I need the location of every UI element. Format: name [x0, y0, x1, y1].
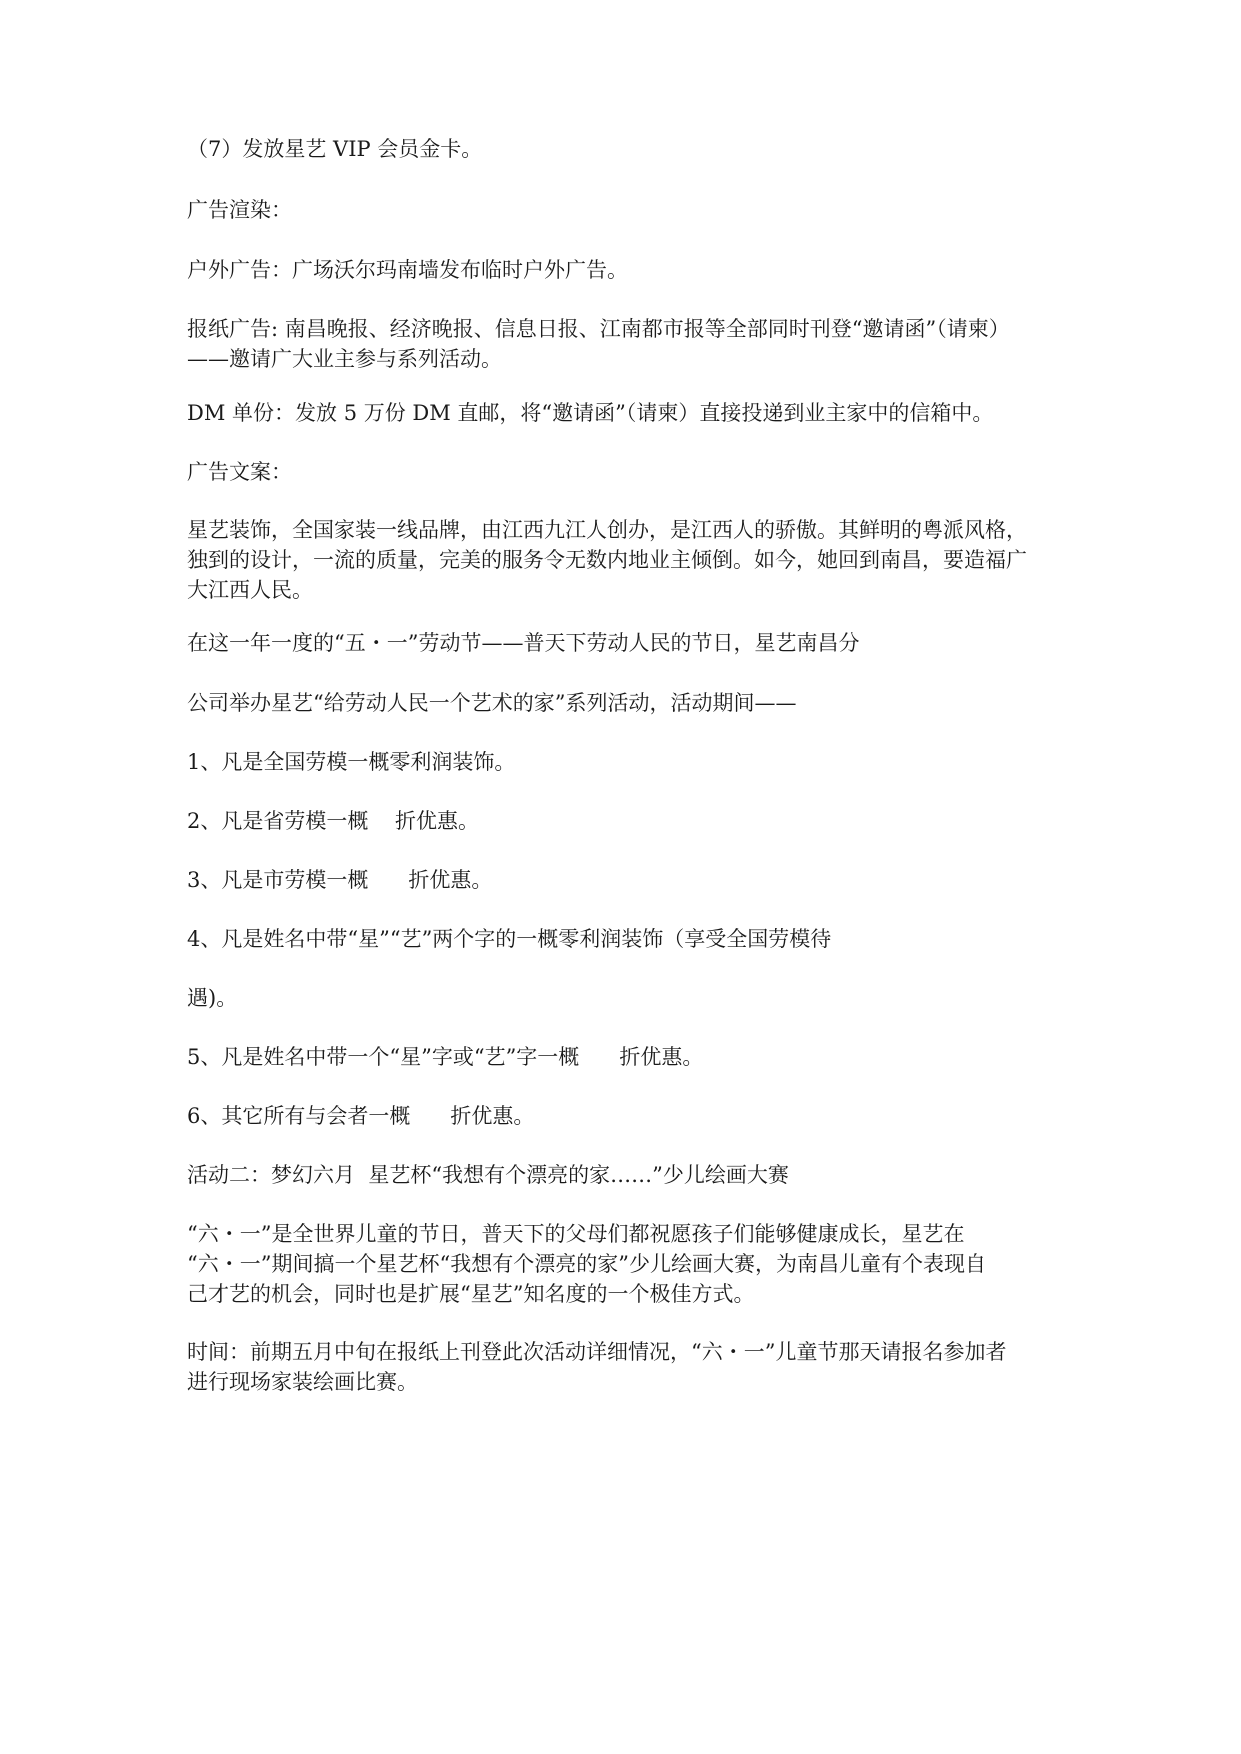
- paragraph: [187, 515, 1067, 605]
- paragraph: [187, 1101, 1067, 1131]
- paragraph-line: 星艺装饰，全国家装一线品牌，由江西九江人创办，是江西人的骄傲。其鲜明的粤派风格，: [187, 518, 1027, 542]
- paragraph-line: 3、凡是市劳模一概 折优惠。: [187, 868, 493, 892]
- paragraph-line: 在这一年一度的“五・一”劳动节——普天下劳动人民的节日，星艺南昌分: [187, 631, 860, 655]
- paragraph: [187, 628, 1067, 658]
- paragraph-line: 公司举办星艺“给劳动人民一个艺术的家”系列活动，活动期间——: [187, 691, 797, 715]
- paragraph-line: 进行现场家装绘画比赛。: [187, 1370, 418, 1394]
- paragraph: [187, 983, 1067, 1013]
- paragraph-line: 户外广告：广场沃尔玛南墙发布临时户外广告。: [187, 258, 628, 282]
- paragraph: [187, 398, 1067, 428]
- paragraph-line: 4、凡是姓名中带“星”“艺”两个字的一概零利润装饰（享受全国劳模待: [187, 927, 832, 951]
- paragraph-line: 独到的设计，一流的质量，完美的服务令无数内地业主倾倒。如今，她回到南昌，要造福广: [187, 548, 1027, 572]
- paragraph: [187, 134, 1067, 164]
- paragraph-line: 广告文案：: [187, 460, 292, 484]
- paragraph-line: 6、其它所有与会者一概 折优惠。: [187, 1104, 535, 1128]
- paragraph: [187, 1337, 1067, 1397]
- paragraph: [187, 747, 1067, 777]
- paragraph: [187, 865, 1067, 895]
- paragraph-line: 遇)。: [187, 986, 238, 1010]
- paragraph: [187, 457, 1067, 487]
- paragraph: [187, 806, 1067, 836]
- paragraph-line: 1、凡是全国劳模一概零利润装饰。: [187, 750, 516, 774]
- paragraph-line: 己才艺的机会，同时也是扩展“星艺”知名度的一个极佳方式。: [187, 1282, 755, 1306]
- paragraph: [187, 314, 1067, 374]
- paragraph: [187, 1219, 1067, 1309]
- paragraph-line: ——邀请广大业主参与系列活动。: [187, 347, 502, 371]
- paragraph-line: “六・一”期间搞一个星艺杯“我想有个漂亮的家”少儿绘画大赛，为南昌儿童有个表现自: [187, 1252, 986, 1276]
- paragraph-line: 2、凡是省劳模一概 折优惠。: [187, 809, 480, 833]
- paragraph-line: 活动二：梦幻六月 星艺杯“我想有个漂亮的家……”少儿绘画大赛: [187, 1163, 789, 1187]
- paragraph: [187, 1160, 1067, 1190]
- paragraph-line: 大江西人民。: [187, 578, 313, 602]
- paragraph-line: 广告渲染：: [187, 198, 292, 222]
- paragraph-line: “六・一”是全世界儿童的节日，普天下的父母们都祝愿孩子们能够健康成长，星艺在: [187, 1222, 965, 1246]
- paragraph: [187, 924, 1067, 954]
- paragraph-line: 报纸广告: 南昌晚报、经济晚报、信息日报、江南都市报等全部同时刊登“邀请函”（请柬）: [187, 317, 1010, 341]
- paragraph-line: DM 单份：发放 5 万份 DM 直邮，将“邀请函”（请柬）直接投递到业主家中的信箱中。: [187, 401, 994, 425]
- paragraph: [187, 1042, 1067, 1072]
- paragraph-line: 5、凡是姓名中带一个“星”字或“艺”字一概 折优惠。: [187, 1045, 704, 1069]
- paragraph: [187, 255, 1067, 285]
- paragraph: [187, 688, 1067, 718]
- paragraph: [187, 195, 1067, 225]
- paragraph-line: 时间：前期五月中旬在报纸上刊登此次活动详细情况，“六・一”儿童节那天请报名参加者: [187, 1340, 1007, 1364]
- paragraph-line: （7）发放星艺 VIP 会员金卡。: [187, 137, 483, 161]
